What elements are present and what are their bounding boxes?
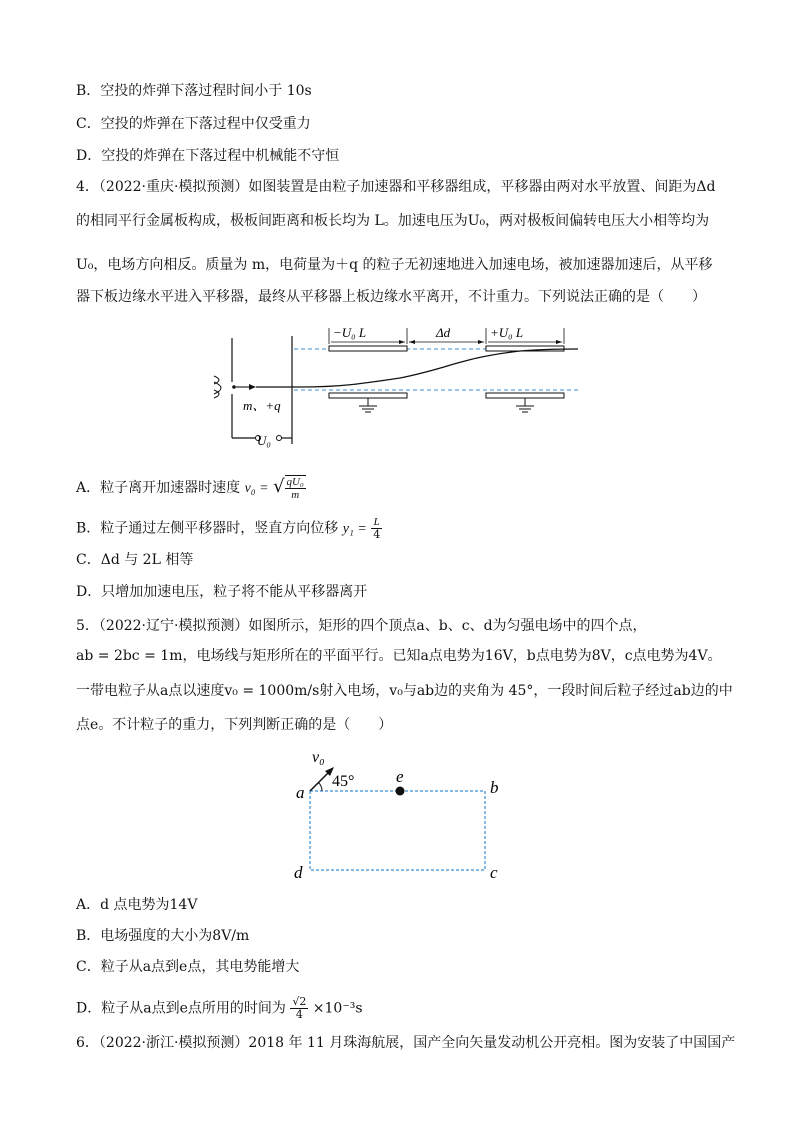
q4-option-b-numerator: L xyxy=(371,516,382,529)
q5-point-b-label: b xyxy=(490,778,499,797)
q4-option-b xyxy=(76,516,382,541)
q4-stem-line4: 器下板边缘水平进入平移器，最终从平移器上板边缘水平离开，不计重力。下列说法正确的是（ ） xyxy=(76,289,706,305)
q5-option-b: B．电场强度的大小为8V/m xyxy=(76,928,250,944)
q4-option-a-denominator: m xyxy=(291,489,300,501)
q5-stem-line2: ab = 2bc = 1m，电场线与矩形所在的平面平行。已知a点电势为16V，b点电势为8V，c点电势为4V。 xyxy=(76,648,722,664)
q5-option-d-denominator: 4 xyxy=(295,1008,303,1021)
q4-option-b-lhs: y₁ = xyxy=(342,521,367,537)
q4-option-d: D．只增加加速电压，粒子将不能从平移器离开 xyxy=(76,584,368,600)
q5-stem-line4: 点e。不计粒子的重力，下列判断正确的是（ ） xyxy=(76,717,393,733)
q4-left-plate-label: −U₀ L xyxy=(333,325,367,340)
q5-point-c-label: c xyxy=(490,863,498,882)
q4-stem-line3: U₀，电场方向相反。质量为 m，电荷量为＋q 的粒子无初速地进入加速电场，被加速器加速后，从平移 xyxy=(76,257,713,273)
q4-accelerating-voltage-label: U₀ xyxy=(257,433,271,448)
q3-option-c: C．空投的炸弹在下落过程中仅受重力 xyxy=(76,116,311,132)
q5-stem-line1: 5．（2022·辽宁·模拟预测）如图所示，矩形的四个顶点a、b、c、d为匀强电场中的四个点， xyxy=(76,618,647,634)
q4-option-a: A．粒子离开加速器时速度 v₀ = √ $\frac{\text{qU₀}}{m}$ xyxy=(76,476,304,501)
q5-point-e-label: e xyxy=(396,767,404,786)
q4-option-a-numerator: qU₀ xyxy=(286,476,304,488)
q5-option-d-numerator: √2 xyxy=(292,995,307,1008)
q5-point-a-label: a xyxy=(296,783,305,802)
q6-stem-line1: 6．（2022·浙江·模拟预测）2018 年 11 月珠海航展，国产全向矢量发动机公开亮相。图为安装了中国国产 xyxy=(76,1035,736,1051)
q5-option-d-text: D．粒子从a点到e点所用的时间为 xyxy=(76,1000,286,1017)
q5-stem-line3: 一带电粒子从a点以速度v₀ = 1000m/s射入电场，v₀与ab边的夹角为 45°，一段时间后粒子经过ab边的中 xyxy=(76,683,733,699)
q3-option-d: D．空投的炸弹在下落过程中机械能不守恒 xyxy=(76,148,340,164)
q4-option-c: C．Δd 与 2L 相等 xyxy=(76,552,194,568)
q5-option-d-tail: ×10⁻³s xyxy=(312,1000,363,1017)
q5-v0-label: v₀ xyxy=(312,749,325,766)
q4-option-b-text: B．粒子通过左侧平移器时，竖直方向位移 xyxy=(76,520,339,537)
q3-option-b: B．空投的炸弹下落过程时间小于 10s xyxy=(76,83,312,99)
q5-rectangle-figure xyxy=(0,738,794,888)
q4-stem-line2: 的相同平行金属板构成，极板间距离和板长均为 L。加速电压为U₀，两对极板间偏转电压大小相等均为 xyxy=(76,213,710,229)
q4-particle-label: m、+q xyxy=(243,398,281,413)
q5-option-c: C．粒子从a点到e点，其电势能增大 xyxy=(76,959,300,975)
q4-translator-figure xyxy=(0,318,794,448)
q4-option-a-lhs: v₀ = xyxy=(244,481,269,496)
q4-gap-label: Δd xyxy=(436,325,451,340)
q4-option-a-text: A．粒子离开加速器时速度 xyxy=(76,480,241,496)
q5-point-d-label: d xyxy=(294,863,303,882)
q4-option-b-denominator: 4 xyxy=(373,528,381,541)
q5-angle-label: 45° xyxy=(332,773,355,790)
q4-right-plate-label: +U₀ L xyxy=(490,325,524,340)
q4-stem-line1: 4．（2022·重庆·模拟预测）如图装置是由粒子加速器和平移器组成，平移器由两对水平放置、间距为Δd xyxy=(76,179,716,195)
q5-option-d xyxy=(76,996,363,1021)
q5-option-a: A．d 点电势为14V xyxy=(76,897,198,913)
